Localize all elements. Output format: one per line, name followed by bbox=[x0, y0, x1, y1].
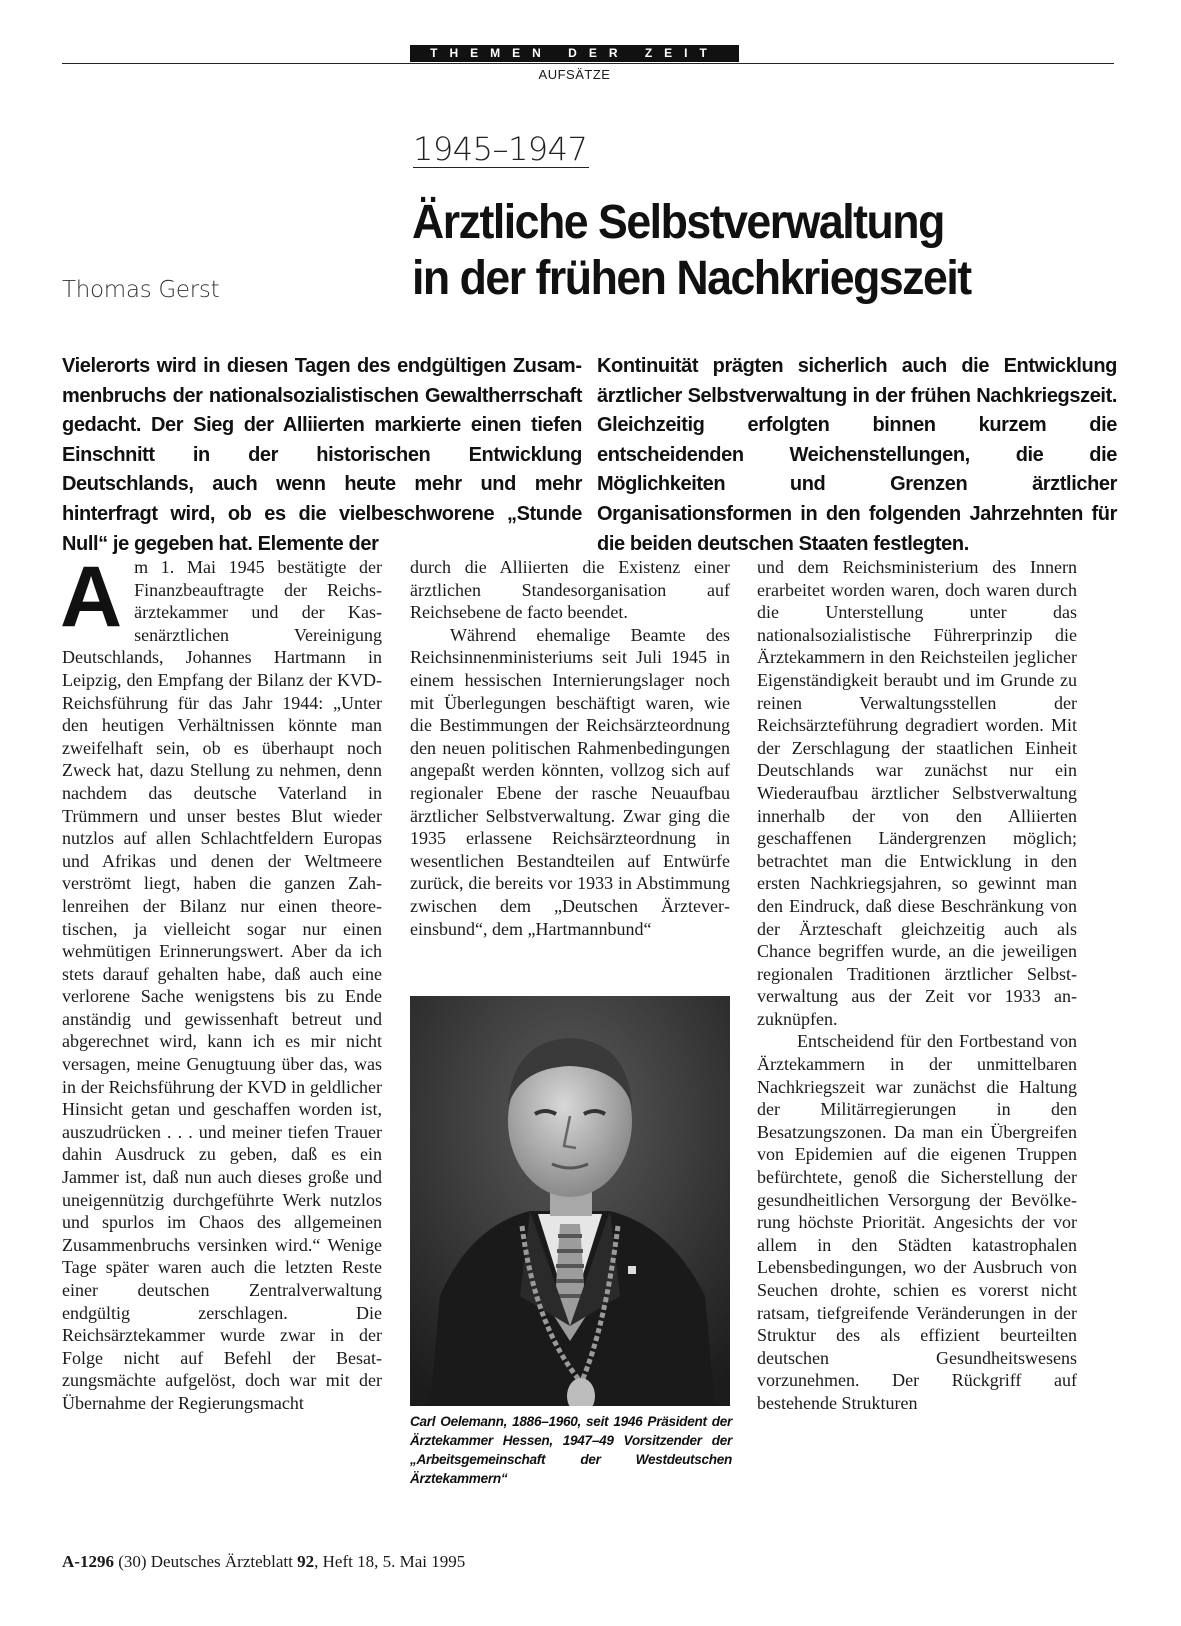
subsection-label: AUFSÄTZE bbox=[538, 67, 611, 82]
intro-right: Kontinuität prägten sicherlich auch die Entwicklung ärztlicher Selbstverwaltung in der frühen Nachkriegszeit. Gleichzeitig erfolgten binnen kurzem die entscheidenden Weichenstellungen, die die Möglichkeiten und Grenzen ärztlicher Organisationsformen in den folgenden Jahrzehnten für die beiden deutschen Staaten festlegten. bbox=[597, 355, 1117, 555]
portrait-photo bbox=[410, 996, 730, 1406]
column-3-paragraph-2: Entscheidend für den Fortbestand von Ärztekammern in der unmittelbaren Nachkriegszeit war zunächst die Haltung der Militärregierungen in den Besatzungszonen. Da man ein Übergreifen von Epidemien auf die eigenen Truppen befürchtete, genoß die Sicherstellung der gesundheitlichen Versorgung der Bevölkerung höchste Priorität. Angesichts der vor allem in den Städten katastrophalen Lebensbedingungen, wo der Ausbruch von Seuchen drohte, schien es vorerst nicht ratsam, tiefgreifende Veränderungen in der Struktur des als effizient beurteilten deutschen Gesundheitswesens vorzunehmen. Der Rückgriff auf bestehende Strukturen bbox=[757, 1031, 1077, 1413]
author-name: Thomas Gerst bbox=[62, 277, 220, 303]
column-2-paragraph-2: Während ehemalige Beamte des Reichsinnenministeriums seit Juli 1945 in einem hessischen Interniеrungslager noch mit Überlegungen beschäftigt waren, wie die Bestimmungen der Reichsärzteordnung den neuen politischen Rahmenbedingungen angepaßt werden könnten, vollzog sich auf regionaler Ebene der rasche Neuaufbau ärztlicher Selbstverwaltung. Zwar ging die 1935 erlassene Reichsärzteordnung in wesentlichen Bestandteilen auf Entwürfe zurück, die bereits vor 1933 in Abstimmung zwischen dem „Deutschen Ärztevereinsbund“, dem „Hartmannbund“ bbox=[410, 624, 730, 939]
footer-page-number: (30) bbox=[118, 1552, 147, 1571]
footer-issue: , Heft 18, 5. Mai 1995 bbox=[314, 1552, 466, 1571]
section-banner: THEMEN DER ZEIT bbox=[410, 45, 739, 62]
portrait-illustration bbox=[410, 996, 730, 1406]
footer-page-code: A-1296 bbox=[62, 1552, 114, 1571]
title-line-1: Ärztliche Selbstverwaltung bbox=[412, 196, 944, 249]
page-footer bbox=[62, 1552, 465, 1572]
article-title bbox=[412, 195, 1091, 307]
header-rule bbox=[62, 63, 1114, 64]
drop-cap: A bbox=[60, 549, 123, 645]
years-underline bbox=[413, 167, 589, 168]
photo-caption: Carl Oelemann, 1886–1960, seit 1946 Präsident der Ärztekammer Hessen, 1947–49 Vorsitzender der „Arbeitsgemeinschaft der Westdeutschen Ärztekammern“ bbox=[410, 1414, 732, 1486]
footer-volume: 92 bbox=[297, 1552, 315, 1571]
footer-journal: Deutsches Ärzteblatt bbox=[150, 1552, 293, 1571]
body-column-1 bbox=[60, 549, 382, 1415]
article-years: 1945–1947 bbox=[413, 130, 588, 168]
title-line-2: in der frühen Nachkriegszeit bbox=[412, 252, 971, 305]
intro-left: Vielerorts wird in diesen Tagen des endgültigen Zusammenbruchs der nationalsozialistischen Gewaltherrschaft gedacht. Der Sieg der Alliierten markierte einen tiefen Einschnitt in der historischen Entwicklung Deutschlands, auch wenn heute mehr und mehr hinterfragt wird, ob es die vielbeschworene „Stunde Null“ je gegeben hat. Elemente der bbox=[62, 355, 582, 555]
column-1-text: m 1. Mai 1945 bestätigte der Finanzbeauftragte der Reichsärztekammer und der Kassenärztlichen Vereinigung Deutschlands, Johannes Hartmann in Leipzig, den Empfang der Bilanz der KVD-Reichsführung für das Jahr 1944: „Unter den heutigen Verhältnissen könnte man zweifelhaft sein, ob es überhaupt noch Zweck hat, dazu Stellung zu nehmen, denn nachdem das deutsche Vaterland in Trümmern und unser bestes Blut wieder nutzlos auf allen Schlachtfeldern Europas und Afrikas und denen der Weltmeere verströmt liegt, haben die ganzen Zahlenreihen der Bilanz nur einen theoretischen, ja vielleicht sogar nur einen wehmütigen Erinnerungswert. Aber da ich stets darauf gehalten habe, daß auch eine verlorene Sache wenigstens bis zu Ende anständig und gewissenhaft betreut und abgerechnet wird, kann ich es mir nicht versagen, meine Genugtuung über das, was in der Reichsführung der KVD in geldlicher Hinsicht getan und geschaffen worden ist, auszudrücken . . . und meiner tiefen Trauer dahin Ausdruck zu geben, daß es ein Jammer ist, daß nun auch dieses große und uneigennützig durchgeführte Werk nutzlos und spurlos im Chaos des allgemeinen Zusammenbruchs versinken wird.“ Wenige Tage später waren auch die letzten Reste einer deutschen Zentralverwaltung endgültig zerschlagen. Die Reichsärztekammer wurde zwar in der Folge nicht auf Befehl der Besatzungsmächte aufgelöst, doch war mit der Übernahme der Regierungsmacht bbox=[62, 557, 382, 1413]
column-2-paragraph-1: durch die Alliierten die Existenz einer ärztlichen Standesorganisation auf Reichsebene de facto beendet. bbox=[410, 557, 730, 623]
body-column-2 bbox=[410, 556, 730, 940]
column-3-paragraph-1: und dem Reichsministerium des Innern erarbeitet worden waren, doch waren durch die Unterstellung unter das nationalsozialistische Führerprinzip die Ärztekammern in den Reichsteilen jeglicher Eigenständigkeit beraubt und im Grunde zu reinen Verwaltungsstellen der Reichsärzteführung degradiert worden. Mit der Zerschlagung der staatlichen Einheit Deutschlands war zunächst nur ein Wiederaufbau ärztlicher Selbstverwaltung innerhalb der von den Alliierten geschaffenen Ländergrenzen möglich; betrachtet man die Entwicklung in den ersten Nachkriegsjahren, so gewinnt man den Eindruck, daß diese Beschränkung von der Ärzteschaft gleichzeitig auch als Chance begriffen wurde, an die jeweiligen regionalen Traditionen ärztlicher Selbstverwaltung aus der Zeit vor 1933 anzuknüpfen. bbox=[757, 557, 1077, 1029]
body-column-3 bbox=[757, 556, 1077, 1415]
